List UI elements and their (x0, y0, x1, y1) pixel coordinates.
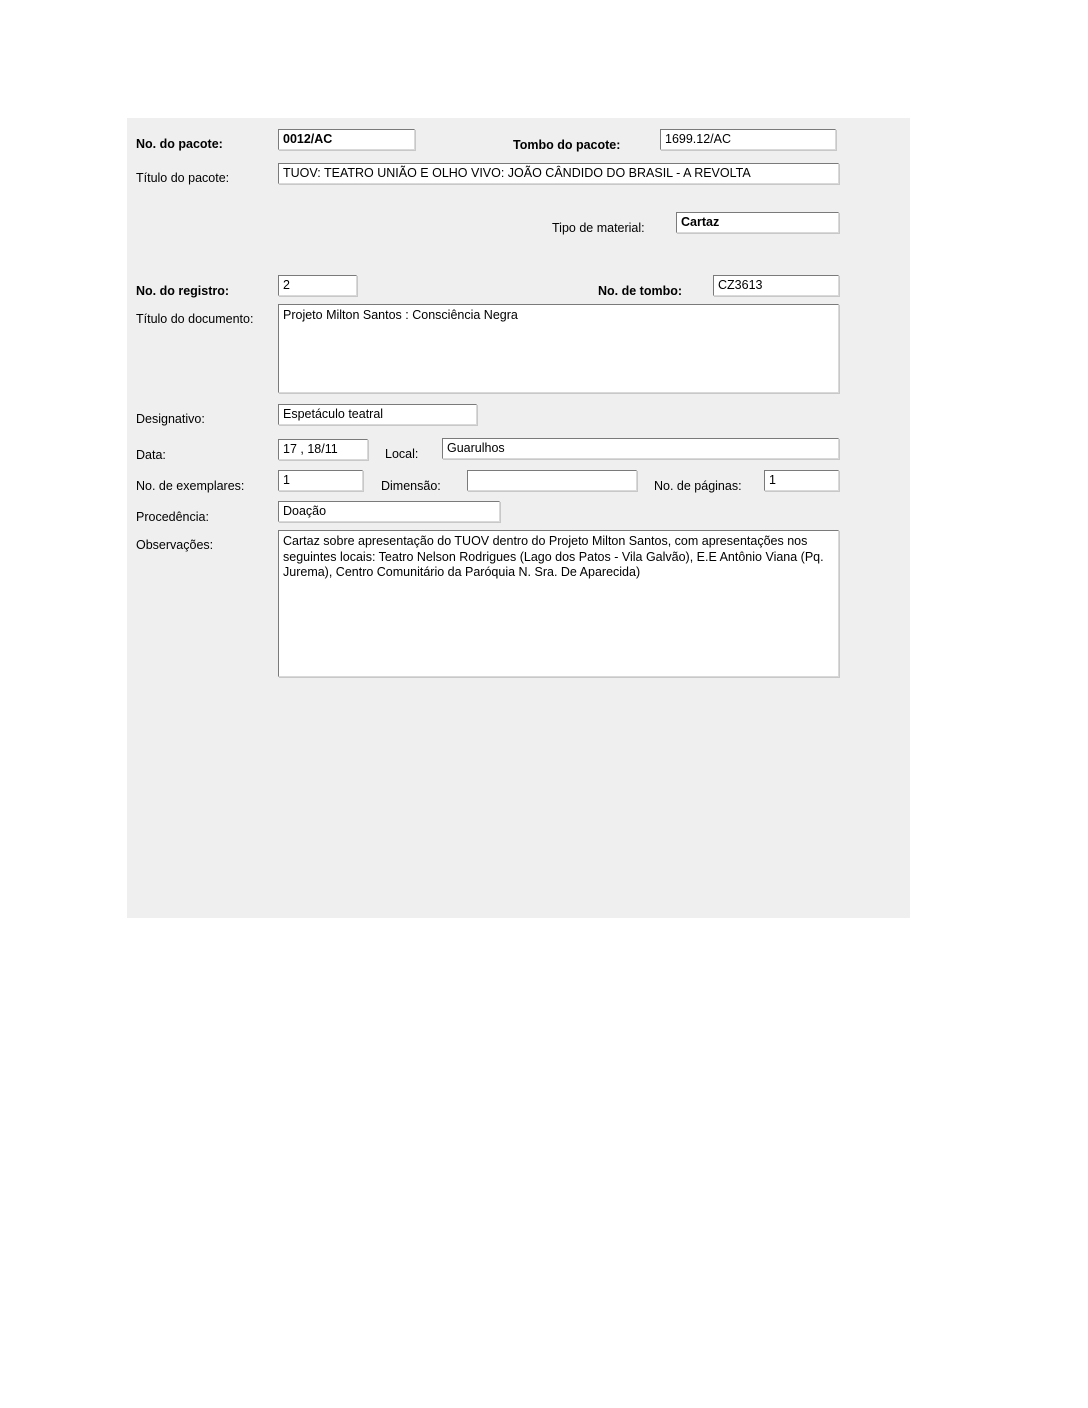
procedencia-label-wrap (136, 508, 209, 526)
data-label: Data: (136, 448, 166, 462)
titulo-pacote-input[interactable]: TUOV: TEATRO UNIÃO E OLHO VIVO: JOÃO CÂNDIDO DO BRASIL - A REVOLTA (278, 163, 839, 184)
procedencia-label: Procedência: (136, 510, 209, 524)
registro-numero-label-wrap (136, 282, 229, 300)
local-input[interactable]: Guarulhos (442, 438, 839, 459)
tipo-material-label-wrap (552, 219, 645, 237)
dimensao-label-wrap (381, 477, 441, 495)
pacote-numero-label: No. do pacote: (136, 137, 223, 151)
data-input[interactable]: 17 , 18/11 (278, 439, 368, 460)
observacoes-textarea[interactable]: Cartaz sobre apresentação do TUOV dentro do Projeto Milton Santos, com apresentações nos seguintes locais: Teatro Nelson Rodrigues (Lago dos Patos - Vila Galvão), E.E Antônio Viana (Pq. Jurema), Centro Comunitário da Paróquia N. Sra. De Aparecida) (278, 530, 839, 677)
designativo-input[interactable]: Espetáculo teatral (278, 404, 477, 425)
pacote-numero-input[interactable]: 0012/AC (278, 129, 415, 150)
paginas-label: No. de páginas: (654, 479, 742, 493)
dimensao-input[interactable] (467, 470, 637, 491)
exemplares-label: No. de exemplares: (136, 479, 245, 493)
tombo-numero-label-wrap (598, 282, 682, 300)
tombo-pacote-label: Tombo do pacote: (513, 138, 621, 152)
tombo-numero-label: No. de tombo: (598, 284, 683, 298)
tombo-pacote-label-wrap (513, 136, 620, 154)
data-label-wrap (136, 446, 166, 464)
observacoes-label-wrap (136, 536, 213, 554)
tombo-numero-input[interactable]: CZ3613 (713, 275, 839, 296)
pacote-numero-label-wrap (136, 135, 223, 153)
titulo-pacote-label: Título do pacote: (136, 171, 230, 185)
paginas-label-wrap (654, 477, 742, 495)
designativo-label-wrap (136, 410, 205, 428)
local-label-wrap (385, 445, 418, 463)
tipo-material-input[interactable]: Cartaz (676, 212, 839, 233)
registro-numero-input[interactable]: 2 (278, 275, 357, 296)
designativo-label: Designativo: (136, 412, 205, 426)
dimensao-label: Dimensão: (381, 479, 441, 493)
local-label: Local: (385, 447, 419, 461)
tombo-pacote-input[interactable]: 1699.12/AC (660, 129, 836, 150)
procedencia-input[interactable]: Doação (278, 501, 500, 522)
titulo-documento-textarea[interactable]: Projeto Milton Santos : Consciência Negra (278, 304, 839, 393)
titulo-documento-label: Título do documento: (136, 312, 254, 326)
paginas-input[interactable]: 1 (764, 470, 839, 491)
registro-numero-label: No. do registro: (136, 284, 230, 298)
exemplares-input[interactable]: 1 (278, 470, 363, 491)
titulo-pacote-label-wrap (136, 169, 229, 187)
observacoes-label: Observações: (136, 538, 214, 552)
titulo-documento-label-wrap (136, 310, 253, 328)
tipo-material-label: Tipo de material: (552, 221, 645, 235)
registration-form-panel (127, 118, 910, 918)
exemplares-label-wrap (136, 477, 244, 495)
